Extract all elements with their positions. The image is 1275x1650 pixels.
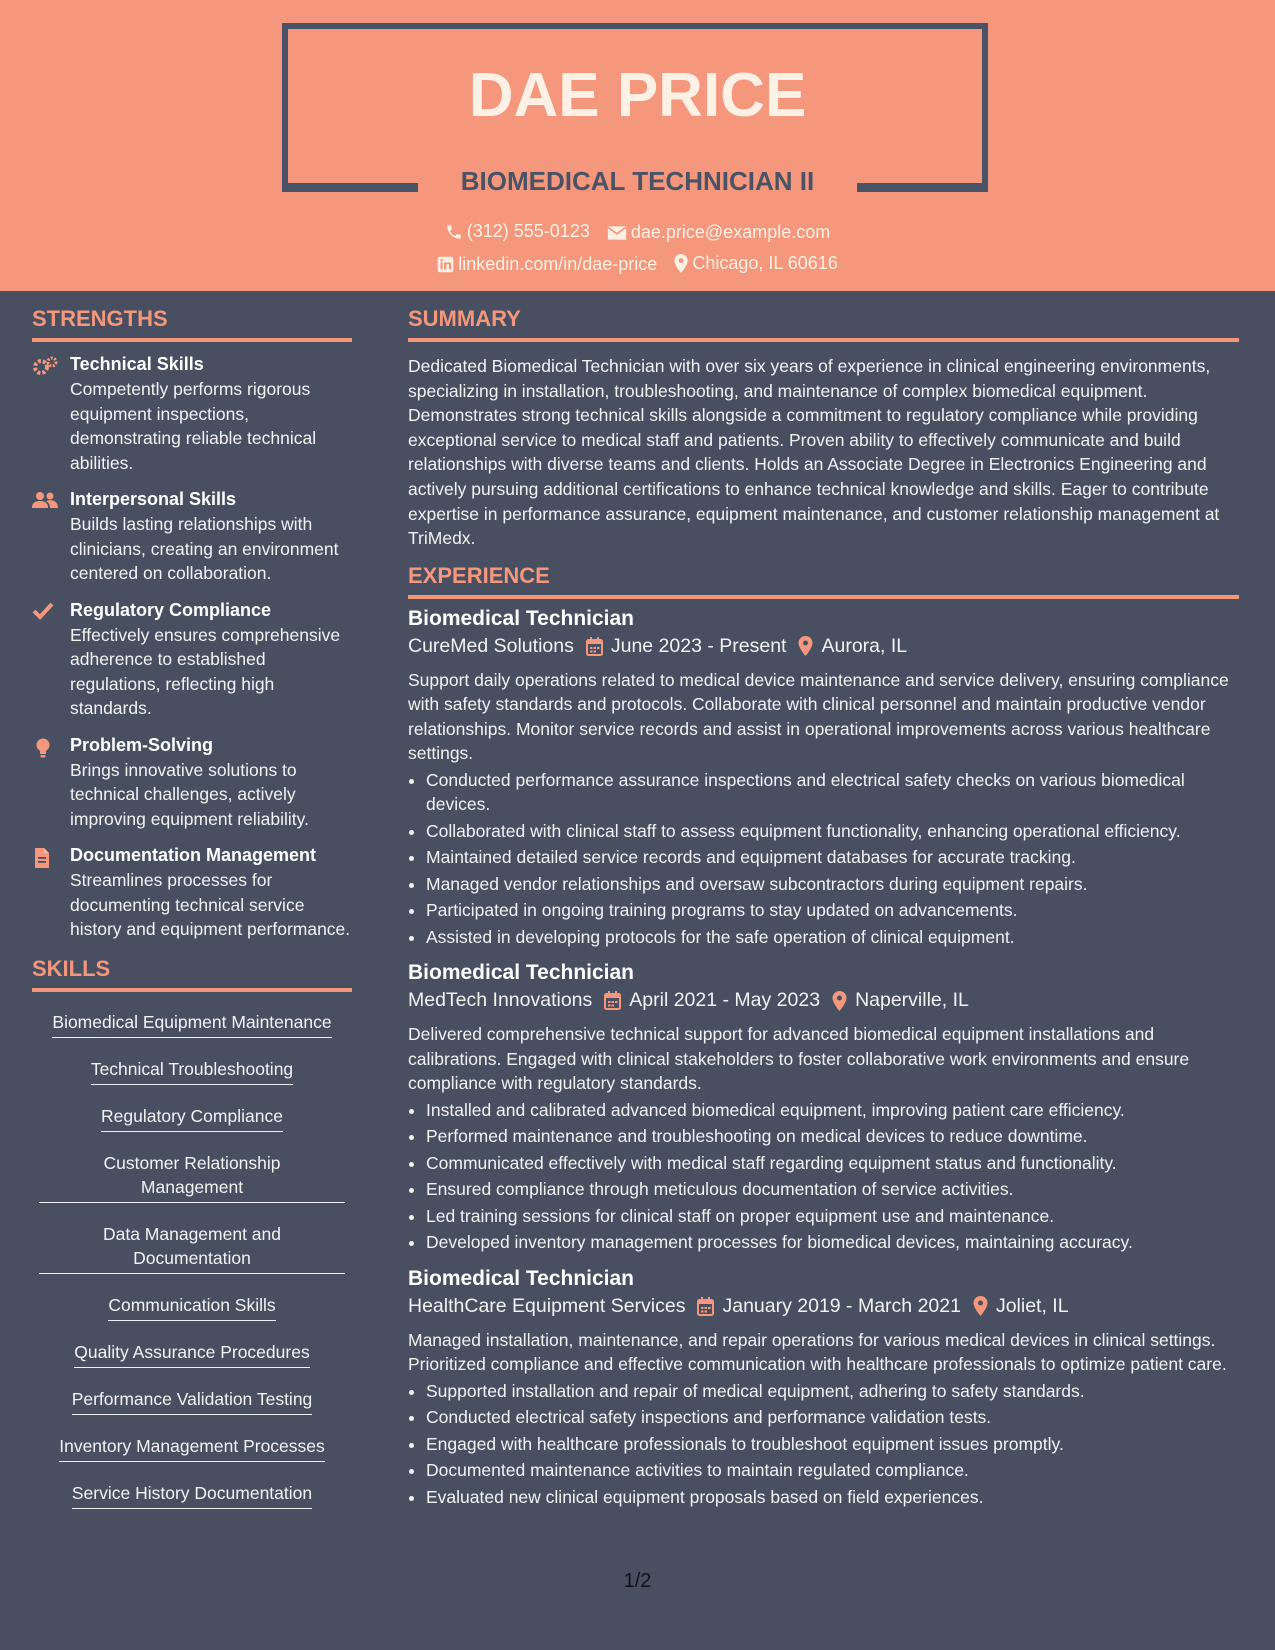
strength-item [32,735,352,832]
skill-tag: Data Management and Documentation [39,1222,345,1274]
strength-item [32,845,352,942]
bullet-item: • Performed maintenance and troubleshooting on medical devices to reduce downtime. [426,1124,1239,1149]
strength-title: Problem-Solving [70,734,214,755]
right-column [408,306,1239,1521]
bullet-item: • Led training sessions for clinical staff on proper equipment use and maintenance. [426,1204,1239,1229]
job-description: Managed installation, maintenance, and repair operations for various medical devices in clinical settings. Prioritized compliance and effective communication with healthcare professionals to optimize patient care. [408,1329,1227,1375]
job-role: Biomedical Technician [408,1266,635,1290]
skill-tag: Performance Validation Testing [72,1387,313,1415]
skill-tag: Inventory Management Processes [59,1434,325,1462]
strength-desc: Builds lasting relationships with clinicians, creating an environment centered on collaboration. [70,514,339,583]
location-text: Chicago, IL 60616 [692,253,838,273]
contact-line-1 [0,221,1275,246]
company-name: CureMed Solutions [408,634,574,657]
email-contact[interactable] [607,222,830,243]
linkedin-text: linkedin.com/in/dae-price [458,254,658,274]
page-number: 1/2 [623,1570,652,1592]
bullet-item: • Managed vendor relationships and oversaw subcontractors during equipment repairs. [426,872,1239,897]
document-icon [32,845,70,942]
left-column [32,306,352,1528]
job-description: Support daily operations related to medical device maintenance and service delivery, ensuring compliance with safety standards and protocols. Collaborate with clinical personnel and maintain productive vendor relationships. Monitor service records and assist in operational improvements across various healthcare settings. [408,669,1229,764]
phone-icon [445,223,463,241]
job-meta [408,989,1239,1012]
job-bullets [408,768,1239,950]
job-role: Biomedical Technician [408,606,635,630]
header-banner [0,0,1275,291]
strengths-heading: STRENGTHS [32,306,352,342]
contact-line-2 [0,253,1275,278]
skill-tag: Quality Assurance Procedures [74,1340,309,1368]
strength-desc: Effectively ensures comprehensive adherence to established regulations, reflecting high standards. [70,624,341,718]
skill-tag: Customer Relationship Management [39,1151,345,1203]
job-description: Delivered comprehensive technical support for advanced biomedical equipment installations and calibrations. Engaged with clinical stakeholders to foster collaborative work environments and ensure compliance with regulatory standards. [408,1024,1190,1094]
bullet-item: • Participated in ongoing training programs to stay updated on advancements. [426,898,1239,923]
bullet-item: • Conducted performance assurance inspections and electrical safety checks on various biomedical devices. [426,768,1239,817]
envelope-icon [607,225,627,241]
job-meta [408,1295,1239,1318]
experience-section [408,563,1239,1510]
job-bullets [408,1098,1239,1255]
skills-heading: SKILLS [32,956,352,992]
strength-desc: Streamlines processes for documenting technical service history and equipment performance. [70,870,351,939]
strength-item [32,354,352,475]
skill-tag: Communication Skills [108,1293,275,1321]
bullet-item: • Installed and calibrated advanced biomedical equipment, improving patient care efficiency. [426,1098,1239,1123]
bullet-item: • Evaluated new clinical equipment proposals based on field experiences. [426,1485,1239,1510]
map-pin-icon [798,636,813,656]
strength-title: Interpersonal Skills [70,489,237,509]
users-icon [32,489,70,586]
strength-desc: Brings innovative solutions to technical challenges, actively improving equipment reliability. [70,759,309,829]
job-dates: April 2021 - May 2023 [629,989,821,1012]
strength-desc: Competently performs rigorous equipment inspections, demonstrating reliable technical abilities. [70,379,317,473]
strength-item [32,489,352,586]
company-name: HealthCare Equipment Services [408,1294,686,1317]
job-entry [408,607,1239,950]
bullet-item: • Documented maintenance activities to maintain regulated compliance. [426,1458,1239,1483]
strength-title: Technical Skills [70,354,204,374]
summary-heading: SUMMARY [408,306,1239,342]
lightbulb-icon [32,735,70,832]
map-pin-icon [973,1296,988,1316]
strength-title: Regulatory Compliance [70,599,272,620]
job-location: Aurora, IL [821,634,908,657]
email-text: dae.price@example.com [630,222,831,242]
bullet-item: • Collaborated with clinical staff to assess equipment functionality, enhancing operational efficiency. [426,819,1239,844]
job-role: Biomedical Technician [408,961,635,985]
summary-text: Dedicated Biomedical Technician with over six years of experience in clinical engineering environments, specializing in installation, troubleshooting, and maintenance of complex biomedical equipment. Demonstrates strong technical skills alongside a commitment to regulatory compliance while providing exceptional service to medical staff and patients. Proven ability to effectively communicate and build relationships with diverse teams and clients. Holds an Associate Degree in Electronics Engineering and actively pursuing additional certifications to enhance technical knowledge and skills. Eager to contribute expertise in performance assurance, equipment maintenance, and customer relationship management at TriMedx. [408,356,1220,549]
bullet-item: • Engaged with healthcare professionals to troubleshoot equipment issues promptly. [426,1432,1239,1457]
phone-text: (312) 555-0123 [466,221,590,241]
job-dates: June 2023 - Present [610,634,787,657]
skill-tag: Regulatory Compliance [101,1104,283,1132]
strength-title: Documentation Management [70,845,317,865]
job-meta [408,635,1239,658]
bullet-item: • Assisted in developing protocols for the safe operation of clinical equipment. [426,925,1239,950]
company-name: MedTech Innovations [408,989,593,1012]
bullet-item: • Developed inventory management processes for biomedical devices, maintaining accuracy. [426,1230,1239,1255]
calendar-icon [604,991,621,1010]
bullet-item: • Ensured compliance through meticulous documentation of service activities. [426,1177,1239,1202]
check-icon [32,600,70,721]
experience-heading: EXPERIENCE [408,563,1239,599]
map-pin-icon [832,991,847,1011]
job-location: Naperville, IL [855,989,969,1012]
job-entry [408,1267,1239,1510]
skill-tag: Service History Documentation [72,1481,312,1509]
skill-tag: Technical Troubleshooting [91,1057,293,1085]
bullet-item: • Maintained detailed service records and equipment databases for accurate tracking. [426,845,1239,870]
job-title: BIOMEDICAL TECHNICIAN II [460,166,815,196]
job-bullets [408,1379,1239,1510]
map-pin-icon [674,254,688,273]
candidate-name: DAE PRICE [468,61,807,130]
skill-tag: Biomedical Equipment Maintenance [52,1010,331,1038]
location-contact [674,253,837,274]
linkedin-icon [437,256,454,273]
job-entry [408,961,1239,1255]
linkedin-contact[interactable] [437,254,657,275]
job-location: Joliet, IL [995,1294,1069,1317]
gears-icon [32,354,70,475]
phone-contact[interactable] [445,221,590,242]
strength-item [32,600,352,721]
calendar-icon [697,1297,714,1316]
bullet-item: • Conducted electrical safety inspections and performance validation tests. [426,1405,1239,1430]
bullet-item: • Supported installation and repair of medical equipment, adhering to safety standards. [426,1379,1239,1404]
bullet-item: • Communicated effectively with medical staff regarding equipment status and functionality. [426,1151,1239,1176]
calendar-icon [586,637,603,656]
job-dates: January 2019 - March 2021 [722,1294,961,1317]
skills-section [32,956,352,1509]
